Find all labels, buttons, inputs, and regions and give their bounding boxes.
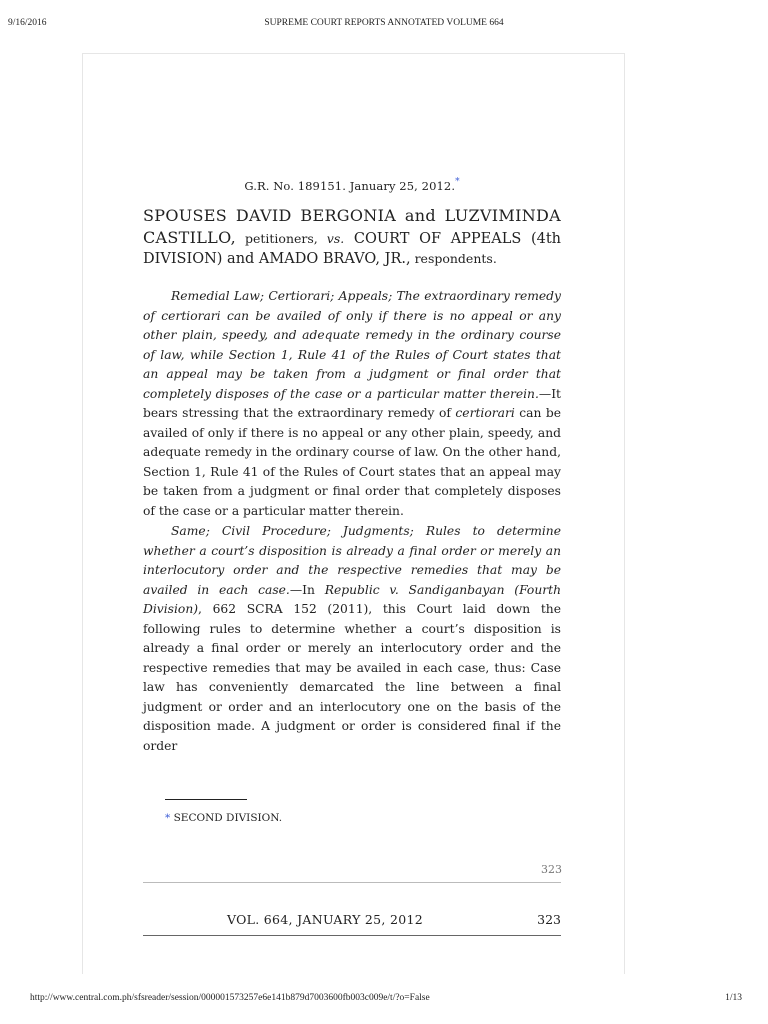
running-page-number: 323 (537, 912, 561, 927)
syllabus-text: —It bears stressing that the extraordinary remedy of (143, 386, 561, 420)
footnote-reference[interactable]: * (455, 177, 460, 187)
petitioners-role: petitioners, (235, 230, 327, 246)
footnote-text: SECOND DIVISION. (170, 812, 283, 824)
petitioners: SPOUSES DAVID BERGONIA and LUZVIMINDA CASTILLO, (143, 206, 561, 247)
syllabus-text: , 662 SCRA 152 (2011), this Court laid down the following rules to determine whether a court’s disposition is already a final order or merely an interlocutory order and the respective remedies that may be availed in each case, thus: Case law has conveniently demarcated the line between a final judgment or order and an interlocutory one on the basis of the disposition made. A judgment or order is considered final if the order (143, 602, 561, 753)
syllabus-emphasis: certiorari (455, 406, 515, 420)
print-date: 9/16/2016 (8, 18, 47, 28)
print-page-count: 1/13 (725, 993, 742, 1003)
syllabus-paragraph-1 (143, 287, 561, 521)
respondents: COURT OF APPEALS (4th DIVISION) and AMADO BRAVO, JR., (143, 230, 561, 267)
respondents-role: respondents. (410, 251, 497, 266)
document-page (82, 53, 625, 974)
syllabus-text: can be availed of only if there is no appeal or any other plain, speedy, and adequate remedy in the ordinary course of law. On the other hand, Section 1, Rule 41 of the Rules of Court states that an appeal may be taken from a judgment or final order that completely disposes of the case or a particular matter therein. (143, 406, 562, 518)
print-title: SUPREME COURT REPORTS ANNOTATED VOLUME 664 (264, 18, 504, 28)
footnote (165, 812, 282, 824)
page-number-small: 323 (541, 863, 562, 876)
print-header (0, 0, 768, 40)
footnote-divider (165, 799, 247, 800)
versus: vs. (326, 230, 345, 246)
syllabus-paragraph-2 (143, 522, 561, 756)
print-footer (0, 990, 768, 1014)
case-parties (143, 206, 561, 270)
footnote-marker: * (165, 812, 171, 824)
running-header-rule (143, 935, 561, 936)
page-divider (143, 882, 561, 883)
syllabus-text: —In (289, 582, 325, 597)
gr-line: G.R. No. 189151. January 25, 2012. (244, 179, 456, 193)
syllabus-heading-2: Same; Civil Procedure; Judgments; Rules to determine whether a court’s disposition is already a final order or merely an interlocutory order and the respective remedies that may be availed in each case. (143, 524, 561, 597)
print-url: http://www.central.com.ph/sfsreader/session/000001573257e6e141b879d7003600fb003c009e/t/?o=False (30, 993, 430, 1003)
case-number (143, 177, 561, 193)
case-citation: Republic v. Sandiganbayan (Fourth Division) (143, 582, 561, 616)
syllabus-heading-1: Remedial Law; Certiorari; Appeals; The extraordinary remedy of certiorari can be availed of only if there is no appeal or any other plain, speedy, and adequate remedy in the ordinary course of law, while Section 1, Rule 41 of the Rules of Court states that an appeal may be taken from a judgment or final order that completely disposes of the case or a particular matter therein. (143, 289, 561, 401)
running-volume: VOL. 664, JANUARY 25, 2012 (227, 912, 423, 927)
